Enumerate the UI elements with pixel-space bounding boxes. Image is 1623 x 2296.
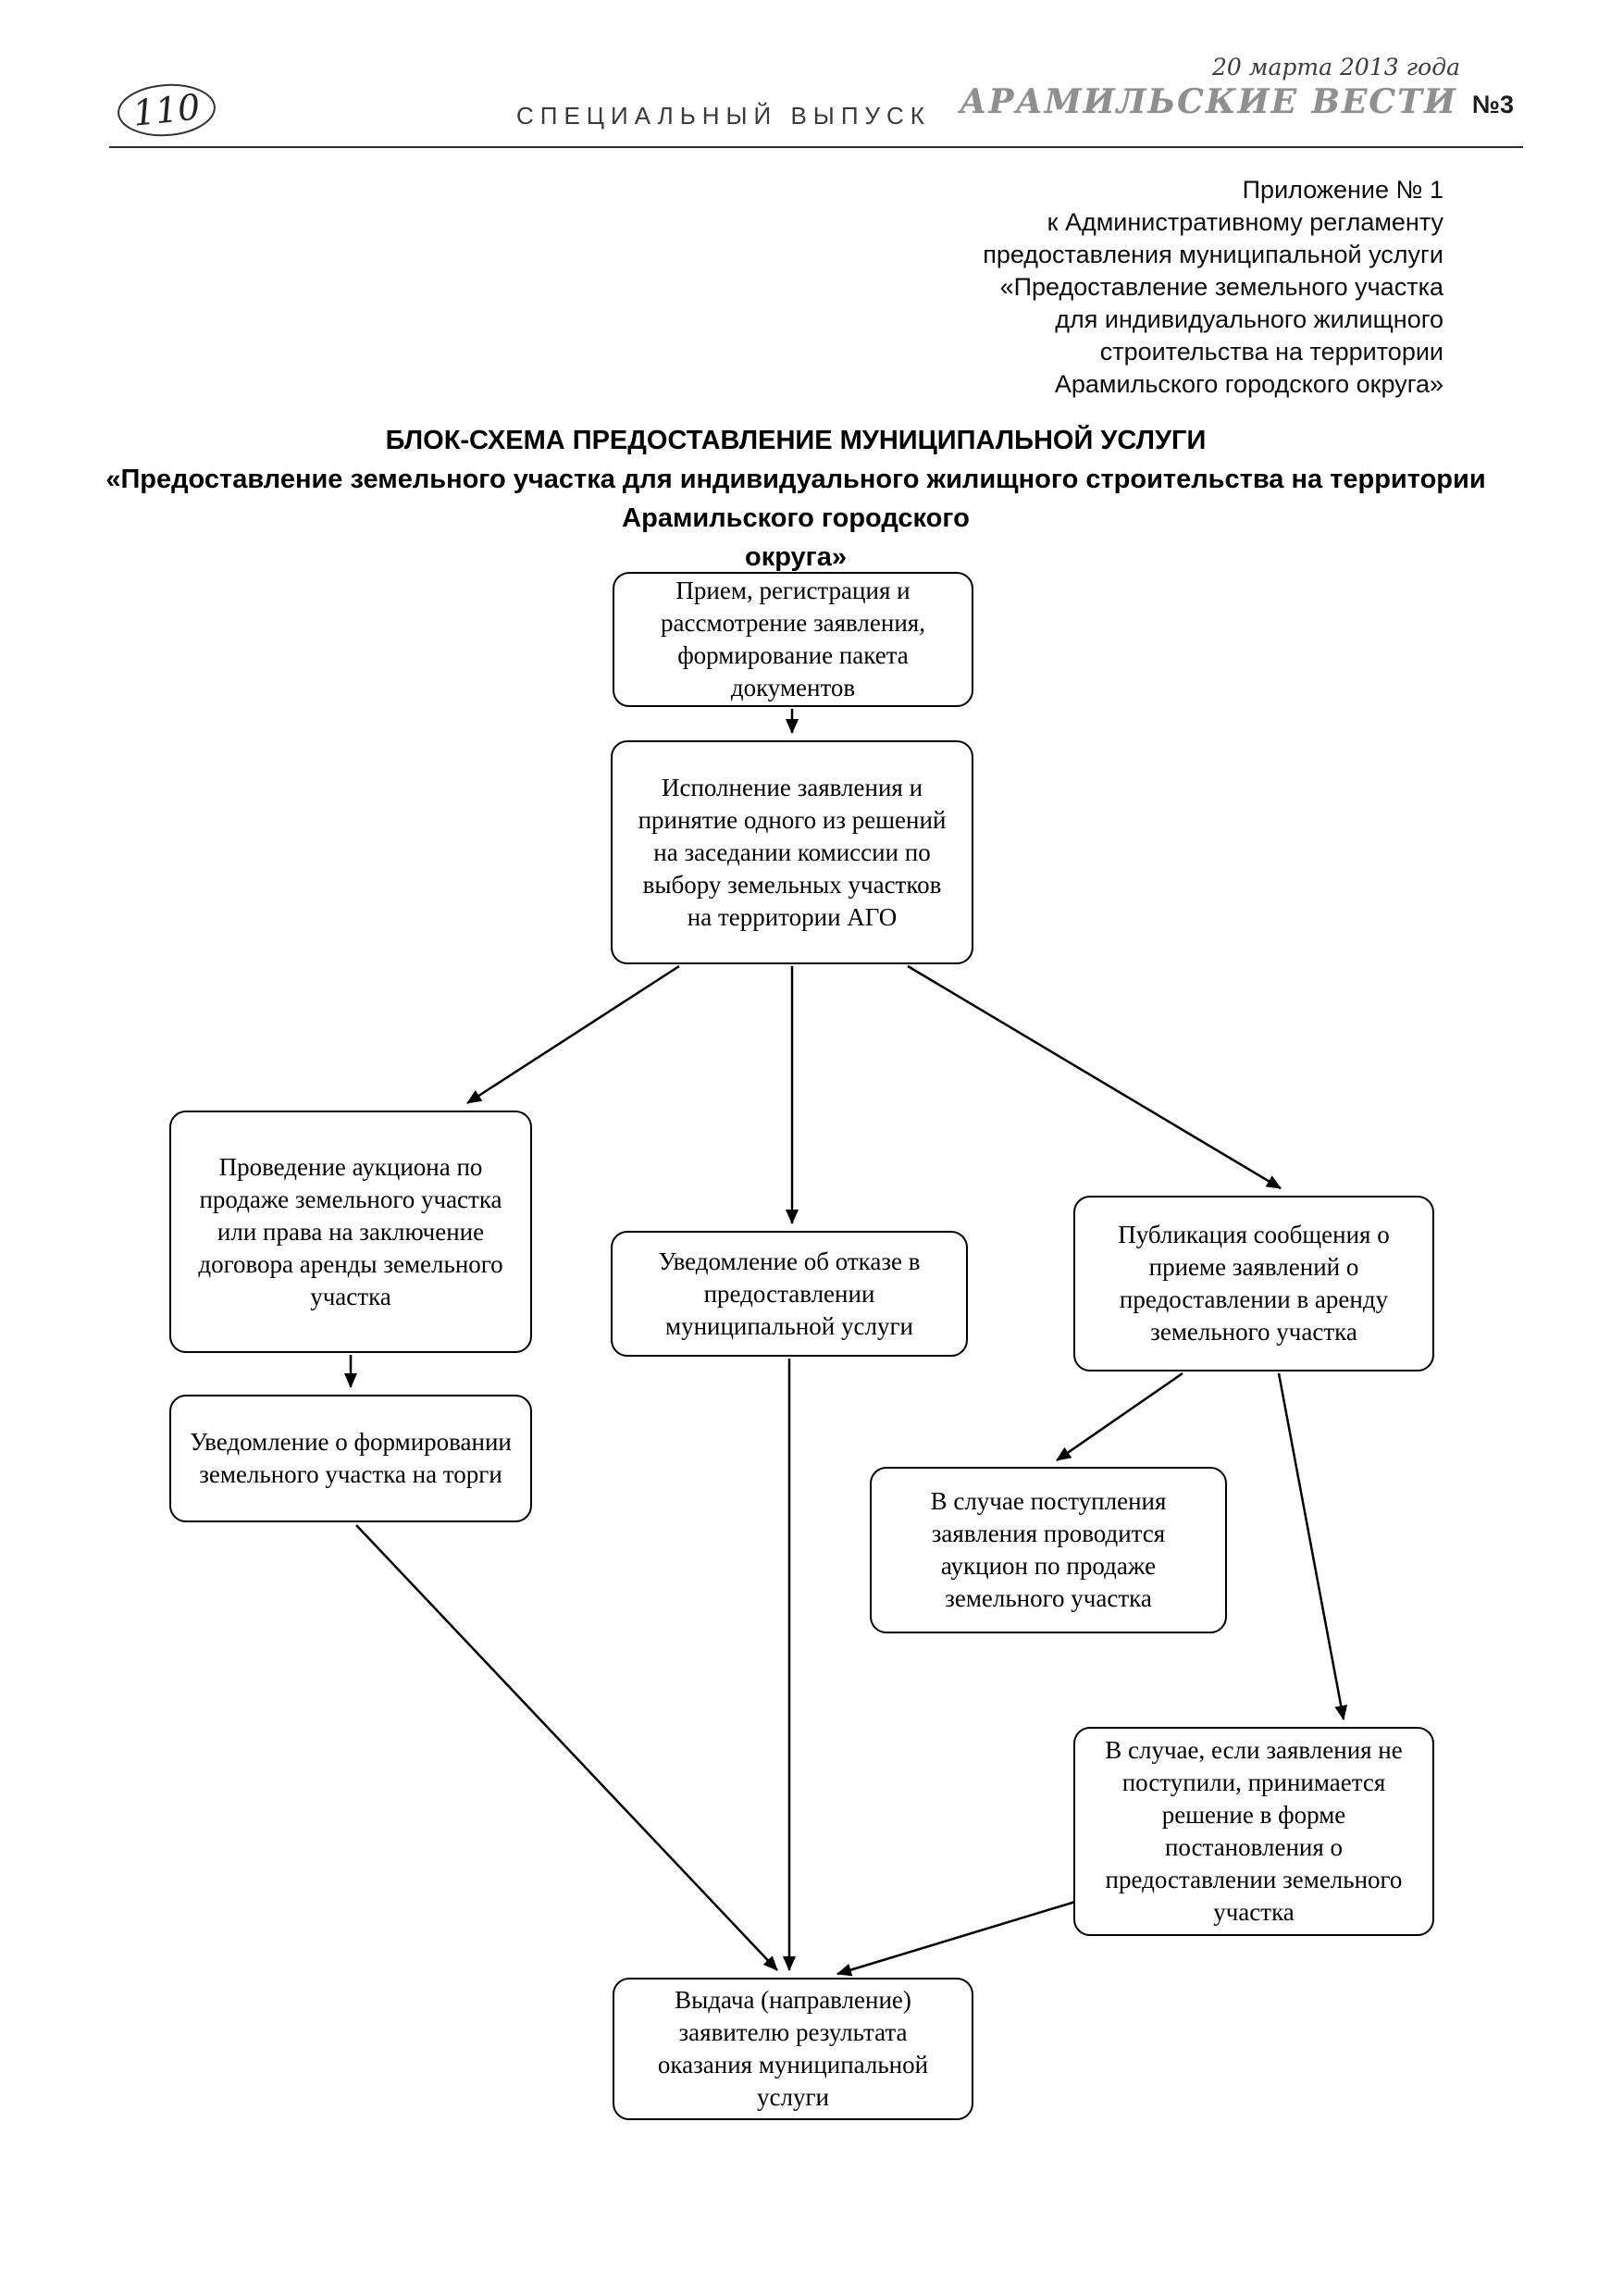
flow-box-label: Выдача (направление) заявителю результата оказания муниципальной услуги xyxy=(657,1986,929,2111)
flow-box-label: Уведомление о формировании земельного участка на торги xyxy=(190,1428,512,1488)
flow-box-reception xyxy=(613,572,973,707)
flow-box-publication xyxy=(1073,1196,1434,1371)
title-line-4: округа» xyxy=(744,542,848,572)
arrow-publication-to-resolution xyxy=(1279,1373,1344,1719)
flow-box-label: Проведение аукциона по продаже земельного участка или права на заключение договора аренды земельного участка xyxy=(198,1152,503,1310)
arrow-commission-to-publication xyxy=(908,966,1281,1188)
flow-box-result-issuance xyxy=(613,1978,973,2120)
flow-box-auction xyxy=(169,1111,532,1353)
flow-box-label: Исполнение заявления и принятие одного из решений на заседании комиссии по выбору земельных участков на территории АГО xyxy=(638,773,947,931)
flow-box-refusal-notice xyxy=(611,1231,968,1357)
arrow-publication-to-auction-if-applications xyxy=(1057,1373,1183,1460)
flow-box-label: Публикация сообщения о приеме заявлений о предоставлении в аренду земельного участка xyxy=(1118,1221,1390,1346)
flow-box-label: Прием, регистрация и рассмотрение заявления, формирование пакета документов xyxy=(661,577,925,701)
issue-date: 20 марта 2013 года xyxy=(1212,54,1460,81)
annex-line: Приложение № 1 xyxy=(1242,176,1443,204)
flow-box-auction-if-applications xyxy=(870,1467,1227,1633)
page-number: 110 xyxy=(130,86,203,134)
title-line-3: Арамильского городского xyxy=(622,503,970,533)
section-title: СПЕЦИАЛЬНЫЙ ВЫПУСК xyxy=(516,102,931,130)
annex-line: к Административному регламенту xyxy=(1047,208,1443,236)
newspaper-name: АРАМИЛЬСКИЕ ВЕСТИ xyxy=(960,82,1457,121)
issue-number: №3 xyxy=(1471,91,1514,118)
annex-line: строительства на территории xyxy=(1099,338,1443,366)
flow-box-commission-decision xyxy=(611,740,973,964)
arrow-resolution-to-issuance xyxy=(837,1902,1075,1974)
arrow-formation-notice-to-issuance xyxy=(356,1525,777,1970)
arrow-commission-to-auction xyxy=(467,966,679,1103)
annex-line: «Предоставление земельного участка xyxy=(999,273,1443,301)
title-line-1: БЛОК-СХЕМА ПРЕДОСТАВЛЕНИЕ МУНИЦИПАЛЬНОЙ УСЛУГИ xyxy=(385,426,1207,455)
flow-box-label: Уведомление об отказе в предоставлении муниципальной услуги xyxy=(658,1247,921,1340)
annex-line: для индивидуального жилищного xyxy=(1055,305,1443,333)
flow-box-land-formation-notice xyxy=(169,1395,532,1522)
flow-box-resolution-if-no-applications xyxy=(1073,1727,1434,1936)
annex-line: предоставления муниципальной услуги xyxy=(983,241,1443,268)
annex-line: Арамильского городского округа» xyxy=(1054,370,1443,398)
title-line-2: «Предоставление земельного участка для индивидуального жилищного строительства на территории xyxy=(105,465,1486,494)
flow-box-label: В случае поступления заявления проводится аукцион по продаже земельного участка xyxy=(930,1487,1167,1612)
flow-box-label: В случае, если заявления не поступили, принимается решение в форме постановления о предоставлении земельного участка xyxy=(1105,1736,1403,1926)
